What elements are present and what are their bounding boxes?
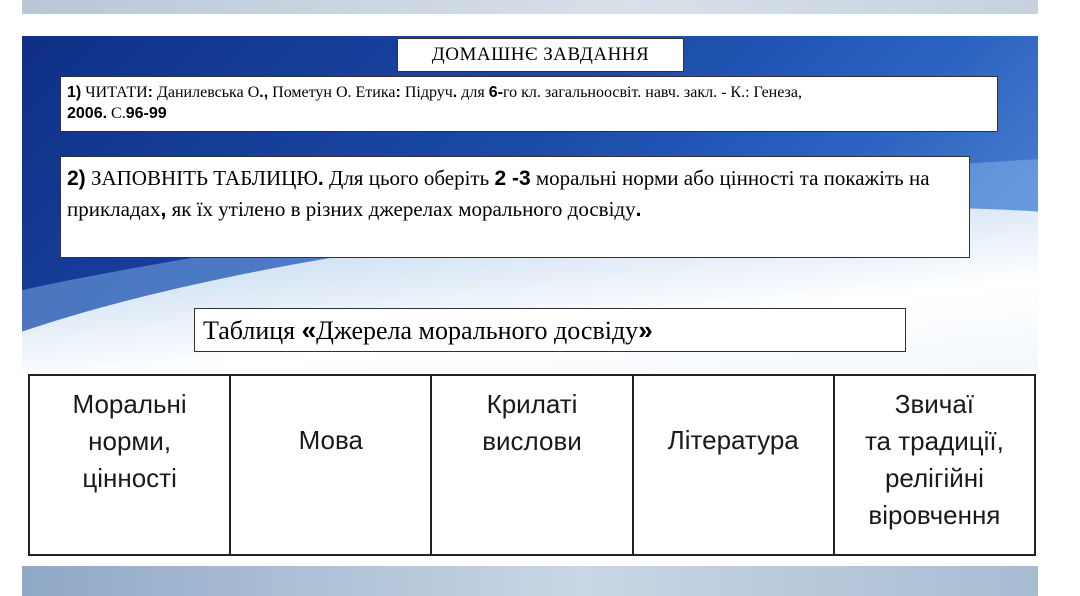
task-2-text-1: Для цього оберіть (323, 166, 495, 190)
homework-title: ДОМАШНЄ ЗАВДАННЯ (397, 38, 684, 72)
table-title-prefix: Таблиця (203, 316, 302, 345)
top-strip (22, 0, 1038, 14)
book: Підруч (400, 84, 453, 101)
bottom-strip (22, 566, 1038, 596)
task-2-text-2: моральні норми або цінності та покажіть на прикладах (67, 166, 930, 221)
header-language: Мова (231, 376, 432, 554)
header-customs: Звичаї та традиції, релігійні віровчення (864, 389, 1004, 530)
book-rest: го кл. загальноосвіт. навч. закл. - К.: Генеза, (502, 84, 802, 101)
header-sayings: Крилаті вислови (432, 376, 633, 554)
grade: 6- (488, 84, 503, 101)
end-dot: . (635, 198, 642, 221)
left-quote: « (301, 315, 317, 345)
moral-experience-table (28, 374, 1036, 556)
pages-prefix: С. (107, 105, 126, 122)
authors-1: Данилевська О (152, 84, 260, 101)
pages: 96-99 (125, 105, 167, 122)
read-label: ЧИТАТИ (81, 84, 148, 101)
header-literature: Література (634, 376, 835, 554)
table-title (194, 308, 906, 352)
task-2-lead: ЗАПОВНІТЬ ТАБЛИЦЮ (85, 166, 318, 190)
authors-2: Пометун О. Етика (268, 84, 396, 101)
dot: . (317, 167, 324, 190)
table-title-name: Джерела морального досвіду (316, 316, 639, 345)
punct: ., (259, 84, 269, 101)
for-text: для (457, 84, 489, 101)
dot: . (452, 84, 458, 101)
task-2-number: 2) (67, 167, 86, 190)
task-1-number: 1) (67, 84, 82, 101)
colon: : (147, 84, 153, 101)
norm-count: 2 -3 (494, 167, 531, 190)
task-2-fill-table (60, 156, 970, 258)
task-2-text-3: як їх утілено в різних джерелах морального досвіду (166, 197, 636, 221)
year: 2006. (67, 105, 108, 122)
task-1-reading (60, 76, 998, 132)
right-quote: » (638, 315, 653, 345)
comma: , (160, 198, 167, 221)
header-moral-norms: Моральні норми, цінності (30, 376, 231, 554)
colon-2: : (395, 84, 401, 101)
